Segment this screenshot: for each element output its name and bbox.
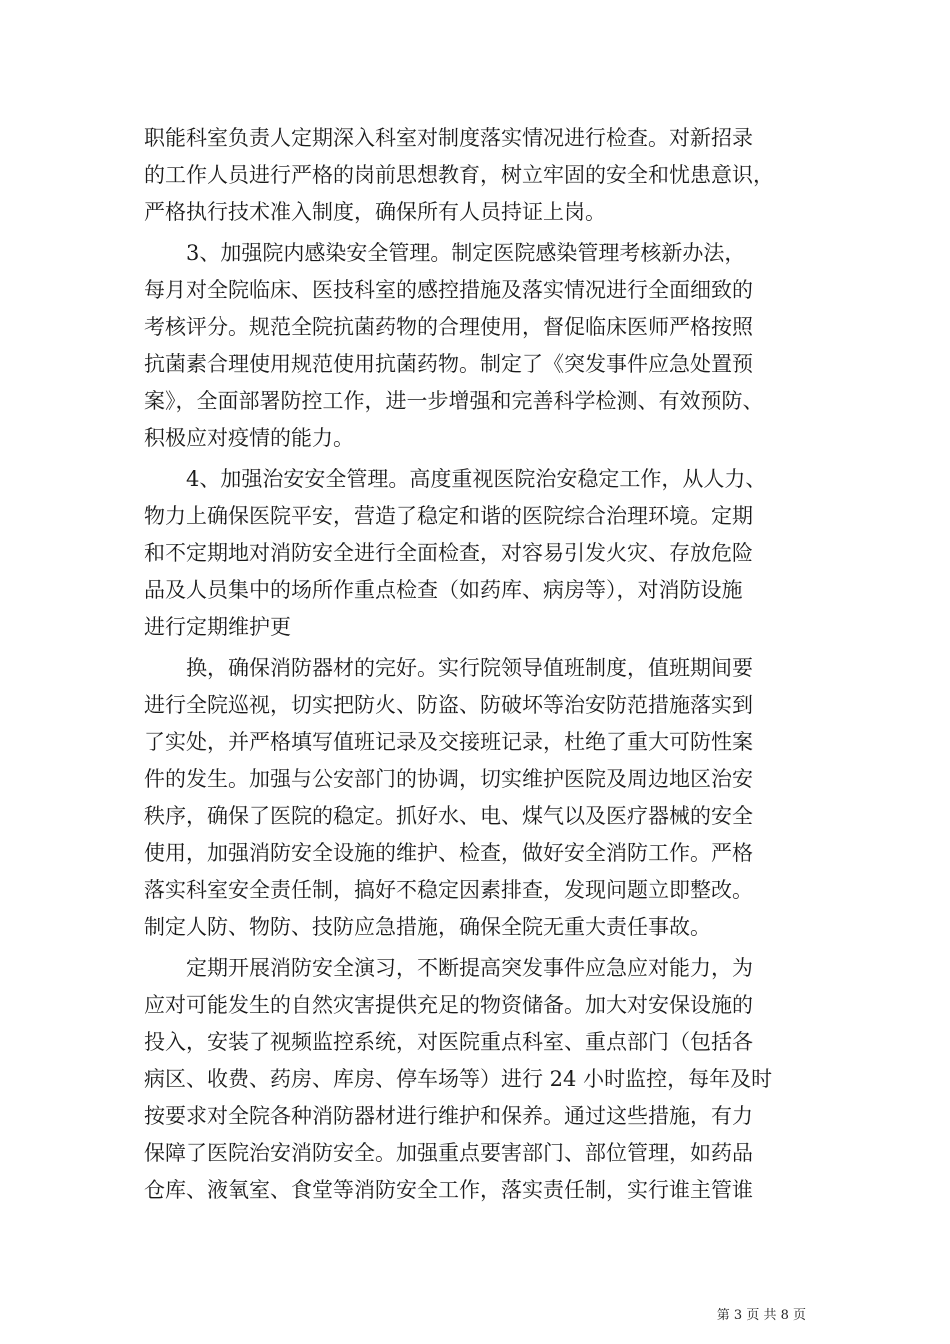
text-line: 抗菌素合理使用规范使用抗菌药物。制定了《突发事件应急处置预: [144, 352, 753, 376]
text-line: 和不定期地对消防安全进行全面检查，对容易引发火灾、存放危险: [144, 541, 753, 565]
text-line: 严格执行技术准入制度，确保所有人员持证上岗。: [144, 200, 606, 224]
text-line: 了实处，并严格填写值班记录及交接班记录，杜绝了重大可防性案: [144, 730, 753, 754]
section-3-first-line: 3、加强院内感染安全管理。制定医院感染管理考核新办法，: [186, 241, 746, 265]
document-body: [144, 120, 816, 1209]
text-line: 职能科室负责人定期深入科室对制度落实情况进行检查。对新招录: [144, 126, 753, 150]
text-line: 进行全院巡视，切实把防火、防盗、防破坏等治安防范措施落实到: [144, 693, 753, 717]
text-line: 物力上确保医院平安，营造了稳定和谐的医院综合治理环境。定期: [144, 504, 753, 528]
text-line: 考核评分。规范全院抗菌药物的合理使用，督促临床医师严格按照: [144, 315, 753, 339]
text-line: 仓库、液氧室、食堂等消防安全工作，落实责任制，实行谁主管谁: [144, 1178, 753, 1202]
section-4-first-line: 4、加强治安安全管理。高度重视医院治安稳定工作，从人力、: [186, 467, 767, 491]
text-line: 落实科室安全责任制，搞好不稳定因素排查，发现问题立即整改。: [144, 878, 753, 902]
page-number: 第 3 页 共 8 页: [716, 1308, 806, 1323]
text-line: 应对可能发生的自然灾害提供充足的物资储备。加大对安保设施的: [144, 993, 753, 1017]
text-line: 制定人防、物防、技防应急措施，确保全院无重大责任事故。: [144, 915, 711, 939]
text-line: 进行定期维护更: [144, 615, 291, 639]
text-line: 秩序，确保了医院的稳定。抓好水、电、煤气以及医疗器械的安全: [144, 804, 753, 828]
text-line: 每月对全院临床、医技科室的感控措施及落实情况进行全面细致的: [144, 278, 753, 302]
text-line: 保障了医院治安消防安全。加强重点要害部门、部位管理，如药品: [144, 1141, 753, 1165]
text-line: 品及人员集中的场所作重点检查（如药库、病房等），对消防设施: [144, 578, 743, 602]
page-footer: [0, 1306, 950, 1326]
text-line: 按要求对全院各种消防器材进行维护和保养。通过这些措施，有力: [144, 1104, 753, 1128]
text-line: 件的发生。加强与公安部门的协调，切实维护医院及周边地区治安: [144, 767, 753, 791]
text-line: 使用，加强消防安全设施的维护、检查，做好安全消防工作。严格: [144, 841, 753, 865]
paragraph-first-line: 换，确保消防器材的完好。实行院领导值班制度，值班期间要: [186, 656, 753, 680]
text-line: 的工作人员进行严格的岗前思想教育，树立牢固的安全和忧患意识，: [144, 163, 774, 187]
text-line: 投入，安装了视频监控系统，对医院重点科室、重点部门（包括各: [144, 1030, 753, 1054]
paragraph-first-line: 定期开展消防安全演习，不断提高突发事件应急应对能力，为: [186, 956, 753, 980]
text-line: 病区、收费、药房、库房、停车场等）进行 24 小时监控，每年及时: [144, 1067, 773, 1091]
text-line: 积极应对疫情的能力。: [144, 426, 354, 450]
text-line: 案》，全面部署防控工作，进一步增强和完善科学检测、有效预防、: [144, 389, 764, 413]
